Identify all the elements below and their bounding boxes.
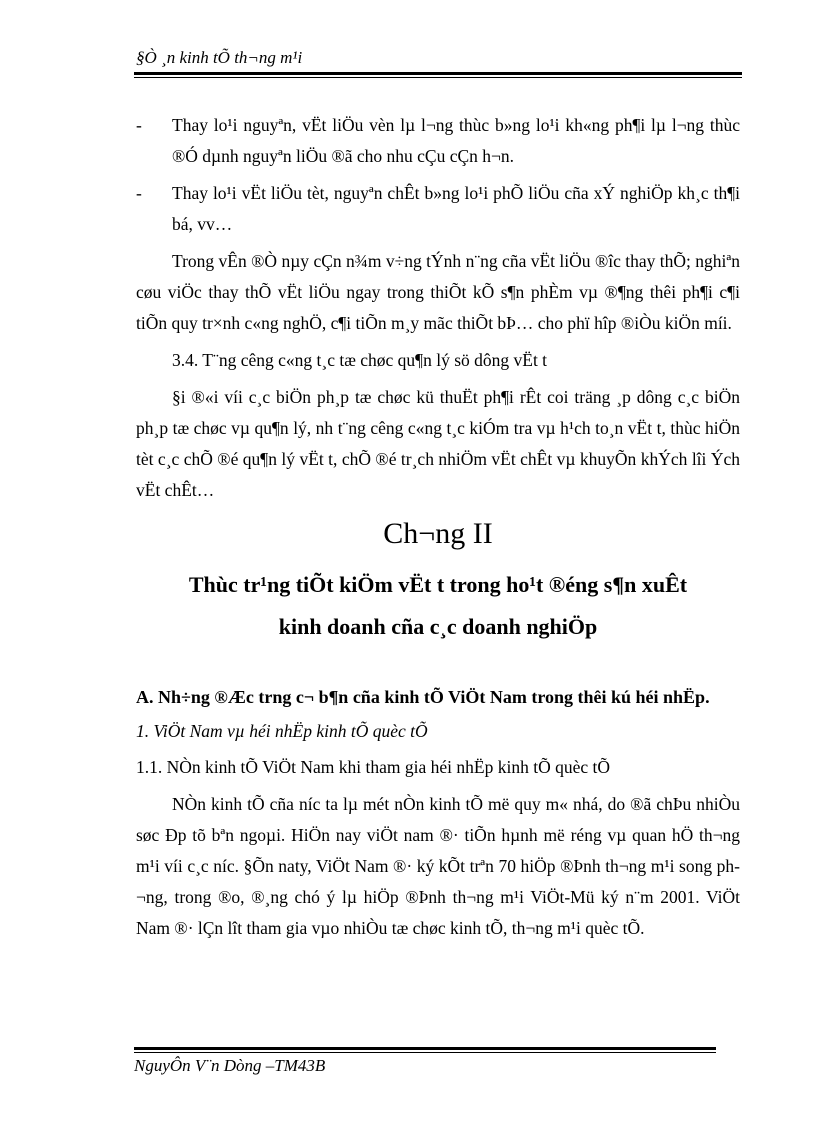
header-title: §Ò ¸n kinh tÕ th¬ng m¹i: [136, 48, 303, 67]
subheading-3-4: 3.4. T¨ng cêng c«ng t¸c tæ chøc qu¶n lý sö dông vËt t: [172, 350, 548, 370]
paragraph-3: NÒn kinh tÕ cña níc ta lµ mét nÒn kinh tÕ më quy m« nhá, do ®ã chÞu nhiÒu søc Ðp tõ bªn ngoµi. HiÖn nay viÖt nam ®· tiÕn hµnh më réng vµ quan hÖ th¬ng m¹i víi c¸c níc. §Õn naty, ViÖt Nam ®· ký kÕt trªn 70 hiÖp ®Þnh th¬ng m¹i song ph¬ng, trong ®o, ®¸ng chó ý lµ hiÖp ®Þnh th¬ng m¹i ViÖt-Mü ký n¨m 2001. ViÖt Nam ®· lÇn lît tham gia vµo nhiÒu tæ chøc kinh tÕ, th¬ng m¹i quèc tÕ.: [136, 794, 740, 938]
subsection-1-1-heading: 1.1. NÒn kinh tÕ ViÖt Nam khi tham gia héi nhËp kinh tÕ quèc tÕ: [136, 757, 610, 777]
bullet-text-1: Thay lo¹i nguyªn, vËt liÖu vèn lµ l¬ng thùc b»ng lo¹i kh«ng ph¶i lµ l¬ng thùc ®Ó dµnh nguyªn liÖu ®ã cho nhu cÇu cÇn h¬n.: [172, 115, 740, 166]
bullet-item-2: - Thay lo¹i vËt liÖu tèt, nguyªn chÊt b»ng lo¹i phÕ liÖu cña xÝ nghiÖp kh¸c th¶i bá, vv…: [136, 183, 740, 234]
footer-author: NguyÔn V¨n Dòng –TM43B: [134, 1056, 326, 1075]
bullet-text-2: Thay lo¹i vËt liÖu tèt, nguyªn chÊt b»ng lo¹i phÕ liÖu cña xÝ nghiÖp kh¸c th¶i bá, vv…: [172, 183, 740, 234]
footer-rule-thin: [134, 1052, 716, 1053]
chapter-subtitle-line-2: kinh doanh cña c¸c doanh nghiÖp: [278, 614, 598, 639]
paragraph-1: Trong vÊn ®Ò nµy cÇn n¾m v÷ng tÝnh n¨ng cña vËt liÖu ®îc thay thÕ; nghiªn cøu viÖc thay thÕ vËt liÖu ngay trong thiÕt kÕ s¶n phÈm vµ ®¶ng thêi ph¶i c¶i tiÕn quy tr×nh c«ng nghÖ, c¶i tiÕn m¸y mãc thiÕt bÞ… cho phï hîp ®iÒu kiÖn míi.: [136, 251, 740, 333]
footer-rule: [134, 1047, 716, 1050]
subsection-1-heading: 1. ViÖt Nam vµ héi nhËp kinh tÕ quèc tÕ: [136, 721, 428, 741]
document-body: [136, 110, 740, 950]
header-rule-thin: [134, 77, 742, 78]
paragraph-2: §i ®«i víi c¸c biÖn ph¸p tæ chøc kü thuËt ph¶i rÊt coi träng ¸p dông c¸c biÖn ph¸p tæ chøc vµ qu¶n lý, nh t¨ng cêng c«ng t¸c kiÓm tra vµ h¹ch to¸n vËt t, thùc hiÖn tèt c¸c chÕ ®é qu¶n lý vËt t, chÕ ®é tr¸ch nhiÖm vËt chÊt vµ khuyÕn khÝch lîi Ých vËt chÊt…: [136, 387, 740, 500]
header-rule: [134, 72, 742, 75]
chapter-subtitle: [136, 564, 740, 648]
chapter-title: Ch¬ng II: [383, 517, 493, 550]
section-a-heading: A. Nh÷ng ®Æc trng c¬ b¶n cña kinh tÕ ViÖt Nam trong thêi kú héi nhËp.: [136, 687, 710, 707]
chapter-subtitle-line-1: Thùc tr¹ng tiÕt kiÖm vËt t trong ho¹t ®éng s¶n xuÊt: [188, 572, 688, 597]
bullet-item-1: - Thay lo¹i nguyªn, vËt liÖu vèn lµ l¬ng thùc b»ng lo¹i kh«ng ph¶i lµ l¬ng thùc ®Ó dµnh nguyªn liÖu ®ã cho nhu cÇu cÇn h¬n.: [136, 115, 740, 166]
